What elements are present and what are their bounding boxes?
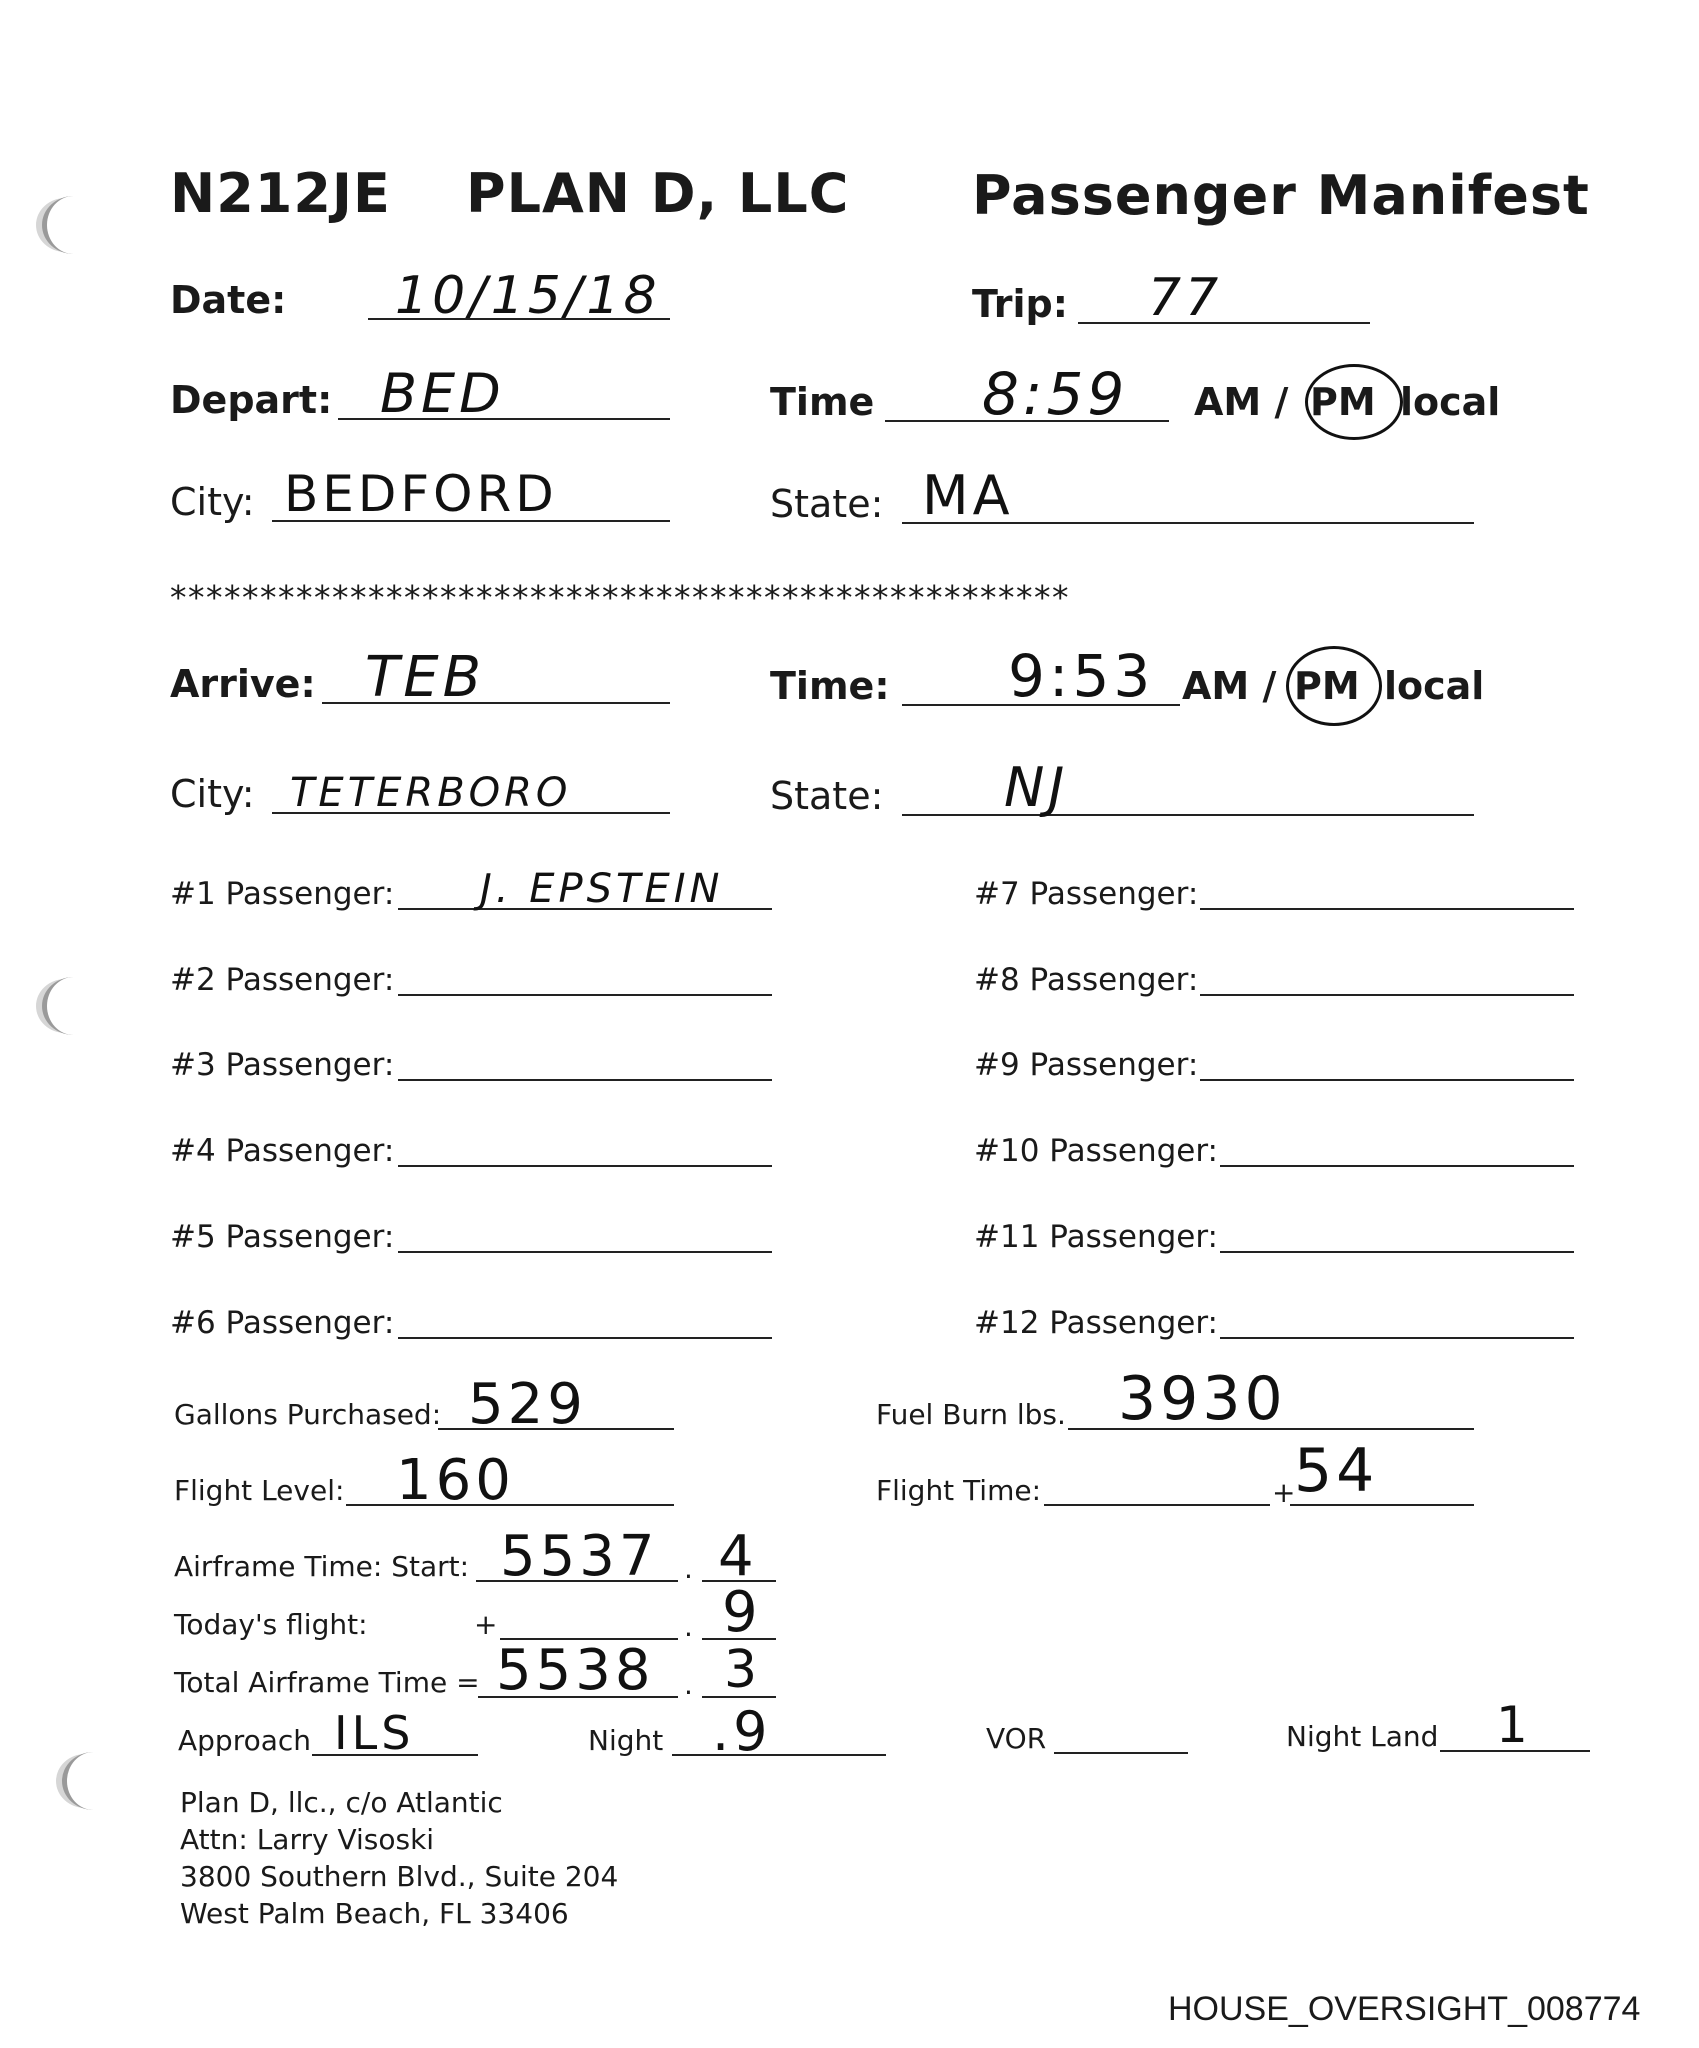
airframe-start-whole[interactable]: 5537 xyxy=(500,1524,659,1589)
airframe-start-dot: . xyxy=(684,1552,693,1585)
depart-label: Depart: xyxy=(170,378,333,422)
address-line-2: Attn: Larry Visoski xyxy=(180,1823,435,1856)
passenger-6-line[interactable] xyxy=(398,1337,772,1339)
arrive-time-value[interactable]: 9:53 xyxy=(1008,642,1155,710)
night-land-value[interactable]: 1 xyxy=(1496,1696,1532,1754)
passenger-12-line[interactable] xyxy=(1220,1337,1574,1339)
todays-flight-plus: + xyxy=(474,1608,498,1641)
arrive-state-line xyxy=(902,814,1474,816)
arrive-city-value[interactable]: TETERBORO xyxy=(290,770,572,816)
tail-number: N212JE xyxy=(170,162,391,225)
date-label: Date: xyxy=(170,278,287,322)
passenger-3-line[interactable] xyxy=(398,1079,772,1081)
fuel-burn-value[interactable]: 3930 xyxy=(1118,1364,1287,1434)
depart-city-value[interactable]: BEDFORD xyxy=(284,465,558,523)
flight-time-label: Flight Time: xyxy=(876,1474,1042,1507)
passenger-1-label: #1 Passenger: xyxy=(170,876,395,912)
arrive-value[interactable]: TEB xyxy=(365,645,486,710)
passenger-5-line[interactable] xyxy=(398,1251,772,1253)
total-airframe-dot: . xyxy=(684,1668,693,1701)
passenger-4-line[interactable] xyxy=(398,1165,772,1167)
punch-hole-middle xyxy=(42,977,105,1035)
separator-asterisks: ************************************************** xyxy=(170,578,1070,617)
flight-level-label: Flight Level: xyxy=(174,1474,345,1507)
night-line xyxy=(672,1754,886,1756)
passenger-9-line[interactable] xyxy=(1200,1079,1574,1081)
night-value[interactable]: .9 xyxy=(712,1700,772,1763)
address-line-1: Plan D, llc., c/o Atlantic xyxy=(180,1786,503,1819)
total-airframe-tenth[interactable]: 3 xyxy=(724,1640,762,1700)
passenger-1-value[interactable]: J. EPSTEIN xyxy=(480,866,724,912)
address-line-3: 3800 Southern Blvd., Suite 204 xyxy=(180,1860,619,1893)
flight-time-line-1 xyxy=(1044,1504,1270,1506)
airframe-start-tenth[interactable]: 4 xyxy=(718,1524,758,1589)
gallons-purchased-value[interactable]: 529 xyxy=(468,1372,587,1437)
address-line-4: West Palm Beach, FL 33406 xyxy=(180,1897,569,1930)
trip-value[interactable]: 77 xyxy=(1148,268,1223,328)
passenger-10-line[interactable] xyxy=(1220,1165,1574,1167)
night-label: Night xyxy=(588,1724,664,1757)
todays-flight-dot: . xyxy=(684,1610,693,1643)
passenger-8-label: #8 Passenger: xyxy=(974,962,1199,998)
passenger-9-label: #9 Passenger: xyxy=(974,1047,1199,1083)
arrive-am-label: AM / xyxy=(1182,664,1277,708)
arrive-state-value[interactable]: NJ xyxy=(1004,756,1069,819)
arrive-time-label: Time: xyxy=(770,664,890,708)
depart-am-label: AM / xyxy=(1194,380,1289,424)
arrive-city-label: City: xyxy=(170,772,255,816)
passenger-4-label: #4 Passenger: xyxy=(170,1133,395,1169)
flight-level-value[interactable]: 160 xyxy=(396,1448,515,1513)
vor-line xyxy=(1054,1752,1188,1754)
passenger-12-label: #12 Passenger: xyxy=(974,1305,1218,1341)
depart-value[interactable]: BED xyxy=(380,362,505,425)
form-title: Passenger Manifest xyxy=(972,164,1590,227)
depart-local-label: local xyxy=(1400,380,1501,424)
depart-pm-circle xyxy=(1305,364,1403,440)
passenger-11-line[interactable] xyxy=(1220,1251,1574,1253)
total-airframe-label: Total Airframe Time = xyxy=(174,1666,480,1699)
arrive-pm-circle xyxy=(1286,646,1382,726)
passenger-10-label: #10 Passenger: xyxy=(974,1133,1218,1169)
depart-time-value[interactable]: 8:59 xyxy=(982,360,1129,428)
company-name: PLAN D, LLC xyxy=(466,162,850,225)
trip-label: Trip: xyxy=(972,282,1068,326)
arrive-state-label: State: xyxy=(770,774,884,818)
depart-state-value[interactable]: MA xyxy=(922,464,1014,527)
airframe-start-label: Airframe Time: Start: xyxy=(174,1550,470,1583)
depart-time-label: Time xyxy=(770,380,875,424)
night-land-label: Night Land xyxy=(1286,1720,1439,1753)
passenger-8-line[interactable] xyxy=(1200,994,1574,996)
trip-line xyxy=(1078,322,1370,324)
fuel-burn-label: Fuel Burn lbs. xyxy=(876,1398,1066,1431)
bates-number: HOUSE_OVERSIGHT_008774 xyxy=(1168,1990,1641,2028)
passenger-3-label: #3 Passenger: xyxy=(170,1047,395,1083)
flight-time-plus: + xyxy=(1272,1476,1296,1509)
punch-hole-top xyxy=(42,196,105,254)
vor-label: VOR xyxy=(986,1722,1047,1755)
passenger-2-label: #2 Passenger: xyxy=(170,962,395,998)
arrive-pm-label: PM xyxy=(1294,664,1360,708)
approach-value[interactable]: ILS xyxy=(334,1706,415,1760)
depart-pm-label: PM xyxy=(1310,380,1376,424)
flight-time-value[interactable]: 54 xyxy=(1294,1436,1379,1506)
passenger-2-line[interactable] xyxy=(398,994,772,996)
depart-city-label: City: xyxy=(170,480,255,524)
gallons-purchased-label: Gallons Purchased: xyxy=(174,1398,442,1431)
approach-label: Approach xyxy=(178,1724,312,1757)
arrive-label: Arrive: xyxy=(170,662,316,706)
depart-state-label: State: xyxy=(770,482,884,526)
passenger-5-label: #5 Passenger: xyxy=(170,1219,395,1255)
passenger-11-label: #11 Passenger: xyxy=(974,1219,1218,1255)
date-value[interactable]: 10/15/18 xyxy=(395,266,661,326)
todays-flight-label: Today's flight: xyxy=(174,1608,368,1641)
passenger-6-label: #6 Passenger: xyxy=(170,1305,395,1341)
total-airframe-whole[interactable]: 5538 xyxy=(496,1638,655,1703)
arrive-local-label: local xyxy=(1384,664,1485,708)
passenger-7-label: #7 Passenger: xyxy=(974,876,1199,912)
todays-flight-tenth[interactable]: 9 xyxy=(722,1580,762,1645)
passenger-7-line[interactable] xyxy=(1200,908,1574,910)
punch-hole-bottom xyxy=(62,1752,125,1810)
